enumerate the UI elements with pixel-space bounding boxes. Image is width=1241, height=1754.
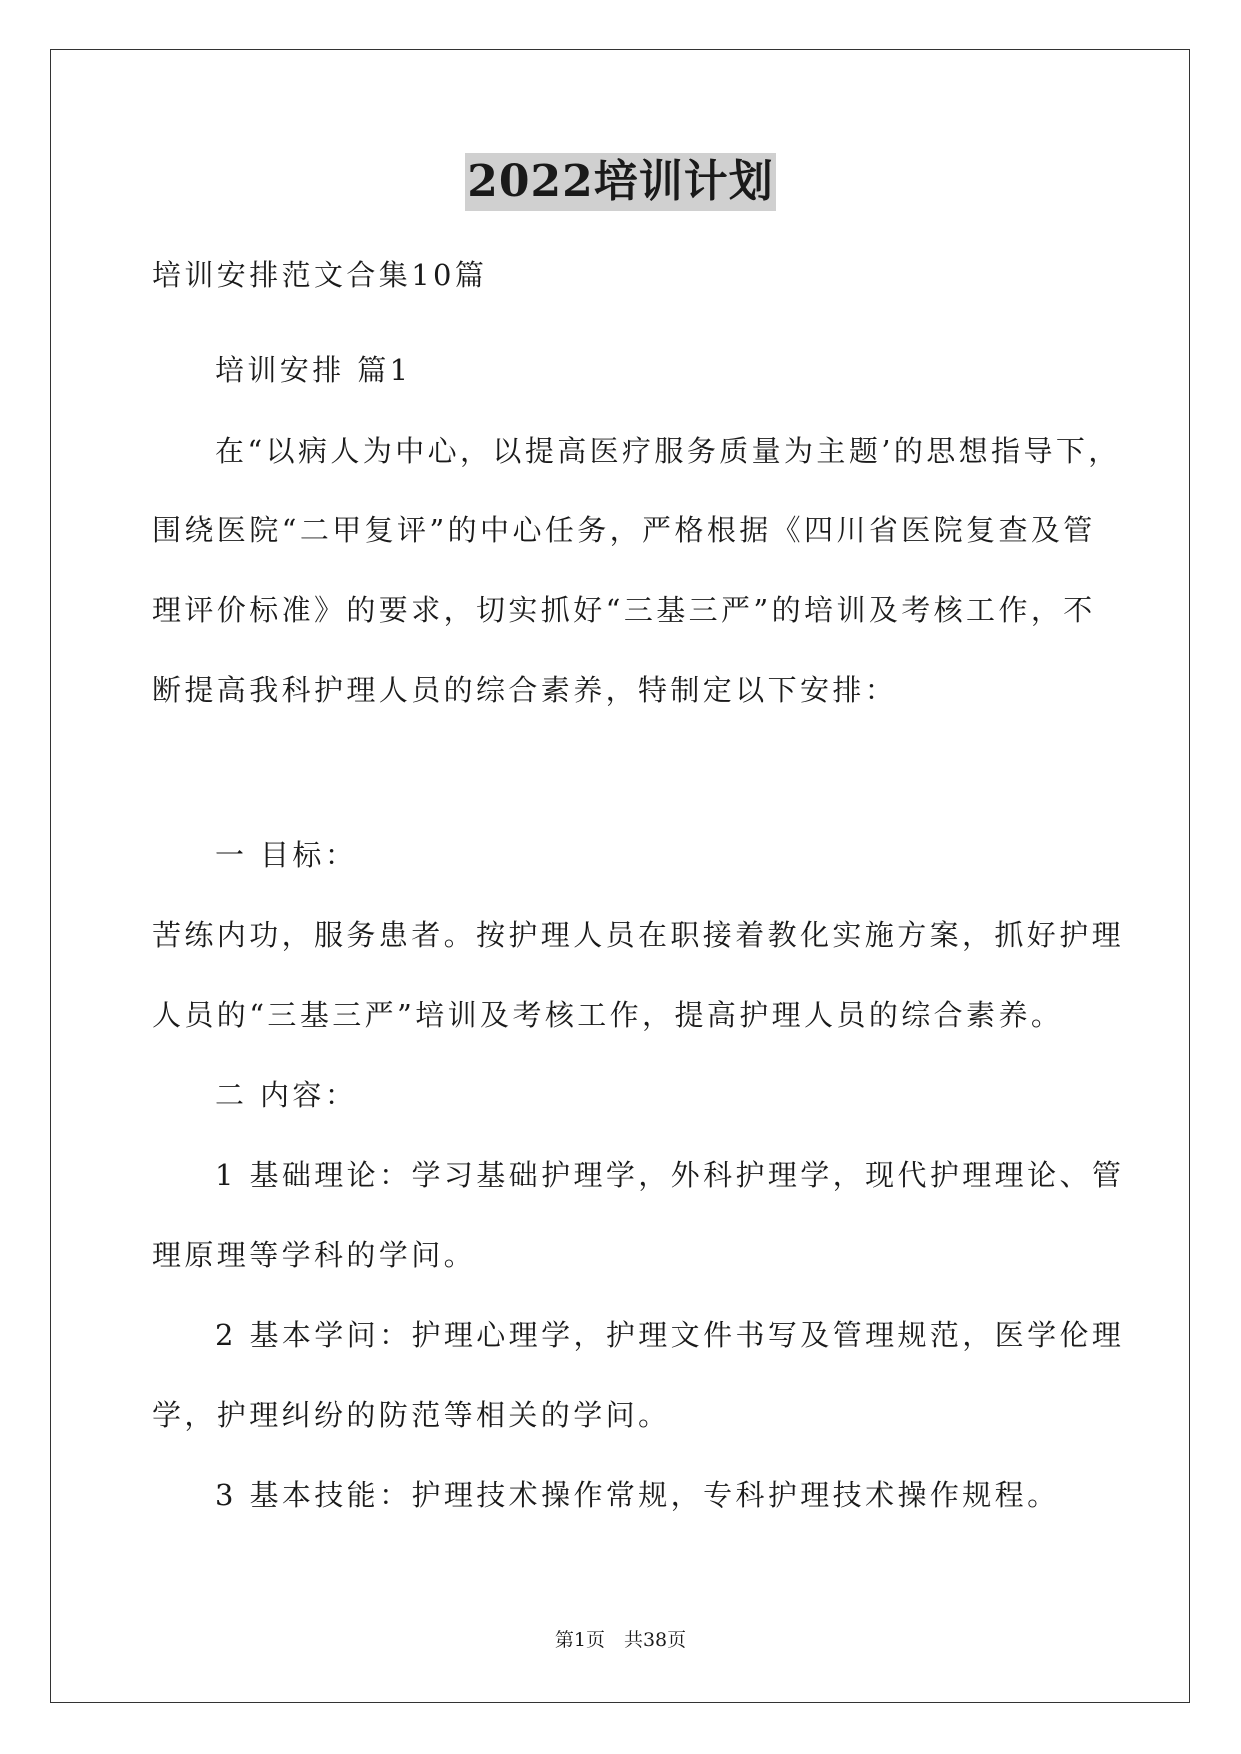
body-line: 断提高我科护理人员的综合素养，特制定以下安排： — [152, 673, 898, 707]
document-title: 2022培训计划 — [465, 153, 775, 211]
subheading-content: 二 内容： — [215, 1078, 358, 1112]
title-container — [0, 153, 1241, 211]
page-footer: 第1页 共38页 — [554, 1629, 687, 1651]
body-line: 理原理等学科的学问。 — [152, 1238, 477, 1272]
body-line: 学，护理纠纷的防范等相关的学问。 — [152, 1398, 671, 1432]
body-line: 1 基础理论：学习基础护理学，外科护理学，现代护理理论、管 — [215, 1158, 1125, 1192]
body-line: 3 基本技能：护理技术操作常规，专科护理技术操作规程。 — [215, 1478, 1060, 1512]
body-line: 在“以病人为中心，以提高医疗服务质量为主题’的思想指导下， — [215, 434, 1121, 468]
body-line: 2 基本学问：护理心理学，护理文件书写及管理规范，医学伦理 — [215, 1318, 1125, 1352]
section-heading: 培训安排 篇1 — [215, 353, 412, 387]
body-line: 理评价标准》的要求，切实抓好“三基三严”的培训及考核工作，不 — [152, 593, 1096, 627]
subtitle-line: 培训安排范文合集10篇 — [152, 258, 488, 292]
page-border — [50, 49, 1190, 1703]
body-line: 苦练内功，服务患者。按护理人员在职接着教化实施方案，抓好护理 — [152, 918, 1125, 952]
subheading-goals: 一 目标： — [215, 838, 358, 872]
body-line: 围绕医院“二甲复评”的中心任务，严格根据《四川省医院复查及管 — [152, 513, 1096, 547]
body-line: 人员的“三基三严”培训及考核工作，提高护理人员的综合素养。 — [152, 998, 1064, 1032]
